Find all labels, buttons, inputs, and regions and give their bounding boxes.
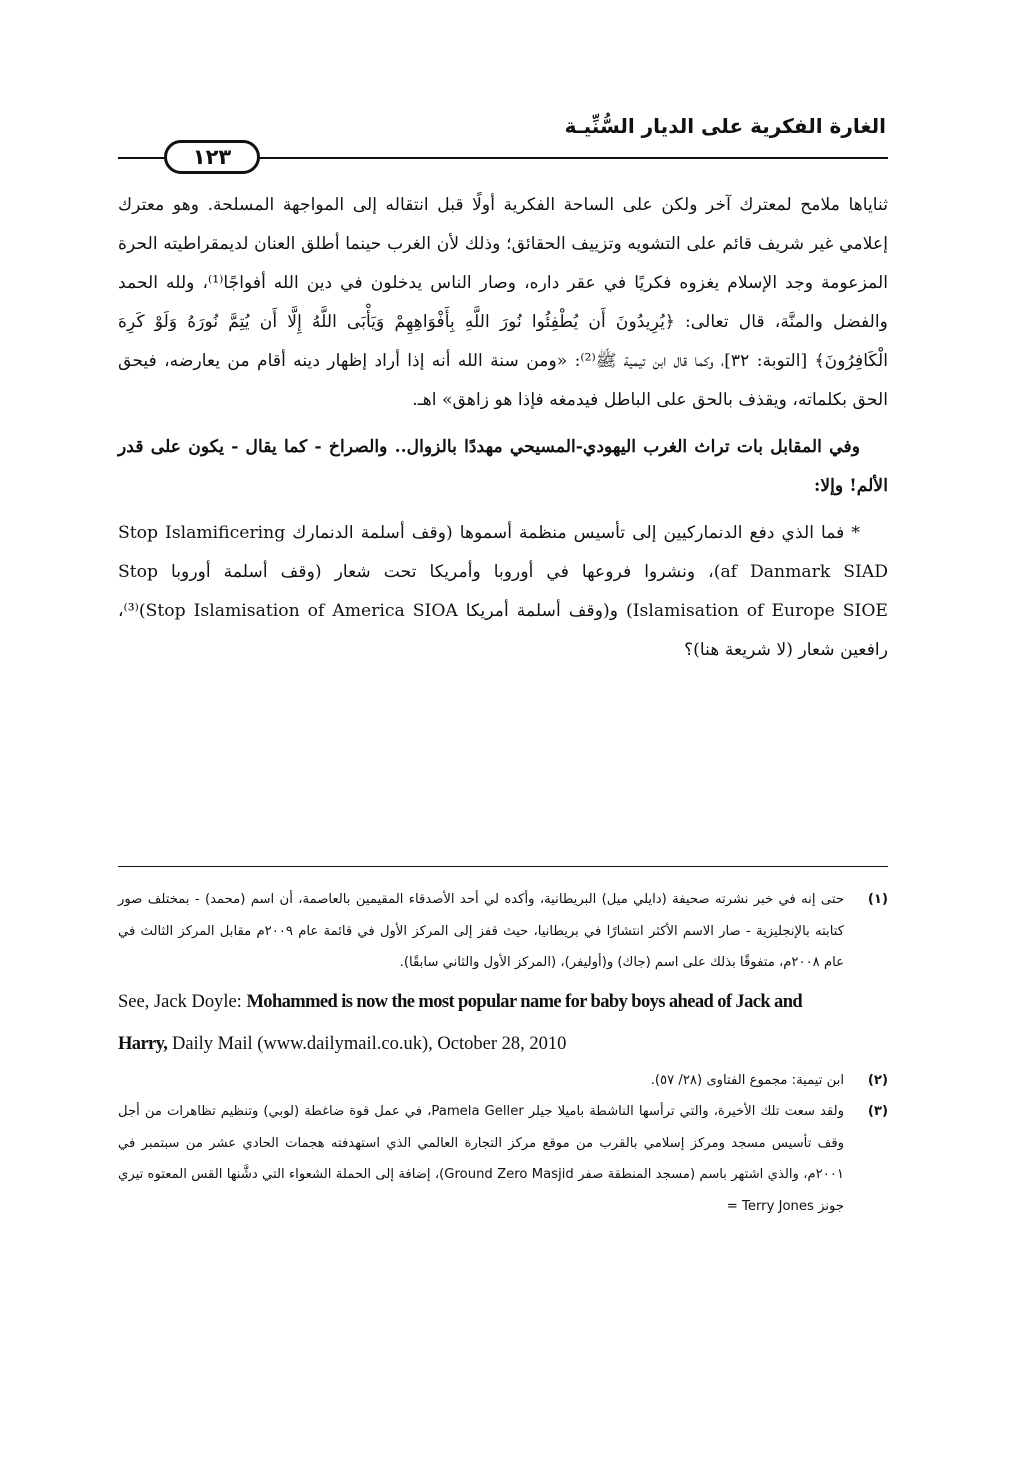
footnote-number: (١)	[867, 892, 888, 907]
footnote-1	[118, 884, 888, 1065]
running-title: الغارة الفكرية على الديار السُّنِّيـة	[564, 114, 886, 138]
footnote-citation	[118, 981, 844, 1065]
footnote-number: (٢)	[867, 1072, 888, 1088]
paragraph-2: وفي المقابل بات تراث الغرب اليهودي-المسيحي مهددًا بالزوال.. والصراخ - كما يقال - يكون على قدر الألم! وإلا:	[118, 437, 888, 496]
footnote-text: حتى إنه في خبر نشرته صحيفة (دايلي ميل) البريطانية، وأكده لي أحد الأصدقاء المقيمين بالعاصمة، أن اسم (محمد) - بمختلف صور كتابته بالإنجليزية - صار الاسم الأكثر انتشارًا في بريطانيا، حيث قفز إلى المركز الأول في قائمة عام ٢٠٠٩م مقابل المركز الثالث في عام ٢٠٠٨م، متفوقًا بذلك على اسم (جاك) و(أوليفر)، (المركز الأول والثاني سابقًا).	[118, 892, 844, 970]
footnote-2	[118, 1065, 888, 1097]
citation-source: Daily Mail (www.dailymail.co.uk), October 28, 2010	[167, 1033, 567, 1054]
paragraph-1: ثناياها ملامح لمعترك آخر ولكن على الساحة الفكرية أولًا قبل انتقاله إلى المواجهة المسلحة. وهو معترك إعلامي غير شريف قائم على التشويه وتزييف الحقائق؛ وذلك لأن الغرب حينما أطلق العنان لديمقراطيته الحرة المزعومة وجد الإسلام يغزوه فكريًا في عقر داره، وصار الناس يدخلون في دين الله أفواجًا⁽¹⁾، ولله الحمد والفضل والمنَّة، قال تعالى: ﴿يُرِيدُونَ أَن يُطْفِئُوا نُورَ اللَّهِ بِأَفْوَاهِهِمْ وَيَأْبَى اللَّهُ إِلَّا أَن يُتِمَّ نُورَهُ وَلَوْ كَرِهَ الْكَافِرُونَ﴾ [التوبة: ٣٢]، وكما قال ابن تيمية ﷺ⁽²⁾: «ومن سنة الله أنه إذا أراد إظهار دينه أقام من يعارضه، فيحق الحق بكلماته، ويقذف بالحق على الباطل فيدمغه فإذا هو زاهق» اهـ.	[118, 195, 888, 410]
footnotes	[118, 884, 888, 1222]
main-text	[118, 186, 888, 678]
page-number: ١٢٣	[164, 140, 260, 174]
footnote-number: (٣)	[867, 1104, 888, 1119]
footnote-separator	[118, 866, 888, 867]
footnote-text: ابن تيمية: مجموع الفتاوى (٢٨/ ٥٧).	[650, 1072, 844, 1088]
footnote-3	[118, 1096, 888, 1222]
citation-title: Mohammed is now the most popular name for baby boys ahead of Jack and Harry,	[118, 991, 803, 1054]
paragraph-3: * فما الذي دفع الدنماركيين إلى تأسيس منظمة أسموها (وقف أسلمة الدنمارك Stop Islamificering af Danmark SIAD)، ونشروا فروعها في أوروبا وأمريكا تحت شعار (وقف أسلمة أوروبا Stop Islamisation of Europe SIOE) و(وقف أسلمة أمريكا Stop Islamisation of America SIOA)⁽³⁾، رافعين شعار (لا شريعة هنا)؟	[118, 523, 888, 660]
citation-prefix: See, Jack Doyle:	[118, 991, 247, 1012]
footnote-text: ولقد سعت تلك الأخيرة، والتي ترأسها الناشطة باميلا جيلر Pamela Geller، في عمل قوة ضاغطة (لوبي) وتنظيم تظاهرات من أجل وقف تأسيس مسجد ومركز إسلامي بالقرب من موقع مركز التجارة العالمي الذي استهدفته هجمات الحادي عشر من سبتمبر في ٢٠٠١م، والذي اشتهر باسم (مسجد المنطقة صفر Ground Zero Masjid)، إضافة إلى الحملة الشعواء التي دشَّنها القس المعتوه تيري جونز Terry Jones =	[118, 1104, 844, 1214]
